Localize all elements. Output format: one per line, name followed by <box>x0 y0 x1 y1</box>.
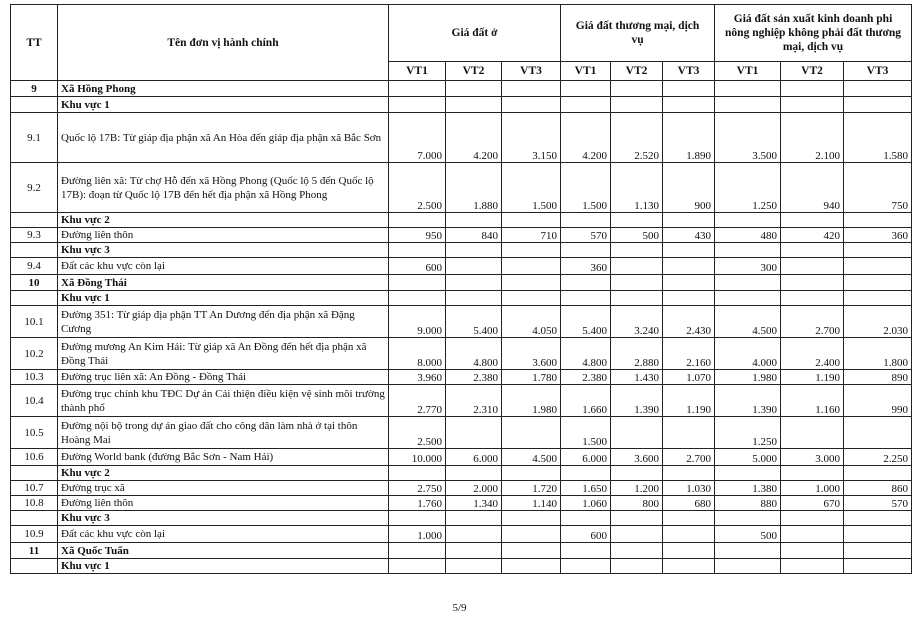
price-cell <box>502 213 561 228</box>
price-cell <box>389 243 446 258</box>
price-cell: 1.200 <box>611 481 663 496</box>
price-cell <box>389 511 446 526</box>
price-cell: 840 <box>446 228 502 243</box>
price-cell: 3.600 <box>502 338 561 370</box>
price-cell: 4.200 <box>561 113 611 163</box>
price-cell <box>663 559 715 574</box>
price-cell: 1.340 <box>446 496 502 511</box>
price-cell: 300 <box>715 258 781 275</box>
price-cell: 680 <box>663 496 715 511</box>
unit-name: Khu vực 2 <box>58 466 389 481</box>
price-cell: 1.390 <box>611 385 663 417</box>
table-row <box>11 228 912 243</box>
price-cell <box>389 81 446 97</box>
price-cell <box>715 81 781 97</box>
unit-name: Đường trục liên xã: An Đồng - Đồng Thái <box>58 370 389 385</box>
row-number: 11 <box>11 543 58 559</box>
price-cell: 990 <box>844 385 912 417</box>
row-number: 9.3 <box>11 228 58 243</box>
unit-name: Đất các khu vực còn lại <box>58 258 389 275</box>
row-number: 10.5 <box>11 417 58 449</box>
price-cell <box>611 526 663 543</box>
price-cell: 1.000 <box>389 526 446 543</box>
table-row <box>11 258 912 275</box>
header-position-5: VT2 <box>611 62 663 81</box>
price-cell: 4.500 <box>715 306 781 338</box>
price-cell <box>446 511 502 526</box>
price-cell: 3.500 <box>715 113 781 163</box>
price-cell: 6.000 <box>561 449 611 466</box>
unit-name: Xã Đồng Thái <box>58 275 389 291</box>
price-cell: 1.580 <box>844 113 912 163</box>
unit-name: Quốc lộ 17B: Từ giáp địa phận xã An Hòa đến giáp địa phận xã Bắc Sơn <box>58 113 389 163</box>
unit-name: Đường nội bộ trong dự án giao đất cho công dân làm nhà ở tại thôn Hoàng Mai <box>58 417 389 449</box>
header-tt: TT <box>11 5 58 81</box>
price-cell <box>844 417 912 449</box>
price-cell <box>502 466 561 481</box>
row-number: 10.4 <box>11 385 58 417</box>
price-cell <box>844 97 912 113</box>
price-cell: 420 <box>781 228 844 243</box>
price-cell <box>389 559 446 574</box>
price-cell: 1.720 <box>502 481 561 496</box>
price-cell: 2.000 <box>446 481 502 496</box>
price-cell <box>715 275 781 291</box>
page-number: 5/9 <box>452 602 467 614</box>
price-cell <box>502 511 561 526</box>
price-cell <box>663 417 715 449</box>
price-cell: 2.380 <box>446 370 502 385</box>
price-cell <box>561 559 611 574</box>
header-position-8: VT2 <box>781 62 844 81</box>
price-cell <box>781 275 844 291</box>
price-cell <box>446 243 502 258</box>
price-cell <box>502 291 561 306</box>
price-cell <box>611 559 663 574</box>
unit-name: Đường trục chính khu TĐC Dự án Cải thiện điều kiện vệ sinh môi trường thành phố <box>58 385 389 417</box>
section-row <box>11 243 912 258</box>
price-cell <box>663 243 715 258</box>
price-cell <box>844 526 912 543</box>
price-cell: 1.160 <box>781 385 844 417</box>
unit-name: Khu vực 1 <box>58 97 389 113</box>
price-cell: 2.310 <box>446 385 502 417</box>
price-cell <box>844 543 912 559</box>
price-cell <box>561 511 611 526</box>
header-position-2: VT2 <box>446 62 502 81</box>
row-number <box>11 511 58 526</box>
price-cell: 1.760 <box>389 496 446 511</box>
price-cell <box>446 275 502 291</box>
price-cell: 1.250 <box>715 163 781 213</box>
price-cell <box>561 243 611 258</box>
price-cell <box>781 243 844 258</box>
price-cell <box>611 511 663 526</box>
table-row <box>11 163 912 213</box>
price-cell: 2.100 <box>781 113 844 163</box>
price-cell <box>502 417 561 449</box>
row-number: 10.2 <box>11 338 58 370</box>
price-cell: 430 <box>663 228 715 243</box>
header-commercial-price: Giá đất thương mại, dịch vụ <box>561 5 715 62</box>
price-cell <box>844 243 912 258</box>
section-row <box>11 97 912 113</box>
price-cell <box>611 543 663 559</box>
price-cell <box>663 291 715 306</box>
price-cell <box>502 258 561 275</box>
price-cell: 2.880 <box>611 338 663 370</box>
price-cell: 5.400 <box>446 306 502 338</box>
price-cell: 890 <box>844 370 912 385</box>
price-cell <box>715 559 781 574</box>
price-cell <box>844 275 912 291</box>
price-cell <box>781 81 844 97</box>
price-cell: 2.160 <box>663 338 715 370</box>
section-row <box>11 275 912 291</box>
unit-name: Khu vực 2 <box>58 213 389 228</box>
price-cell <box>663 213 715 228</box>
price-cell: 1.800 <box>844 338 912 370</box>
price-cell <box>561 466 611 481</box>
row-number: 10 <box>11 275 58 291</box>
unit-name: Đường liên xã: Từ chợ Hỗ đến xã Hồng Phong (Quốc lộ 5 đến Quốc lộ 17B): đoạn từ Quốc lộ 17B đến hết địa phận xã Hồng Phong <box>58 163 389 213</box>
price-cell: 4.000 <box>715 338 781 370</box>
price-cell: 3.960 <box>389 370 446 385</box>
price-cell <box>844 258 912 275</box>
price-cell <box>715 511 781 526</box>
price-cell: 860 <box>844 481 912 496</box>
price-cell: 2.770 <box>389 385 446 417</box>
unit-name: Khu vực 3 <box>58 243 389 258</box>
price-cell: 1.980 <box>502 385 561 417</box>
section-row <box>11 291 912 306</box>
table-row <box>11 526 912 543</box>
price-cell: 900 <box>663 163 715 213</box>
row-number: 10.6 <box>11 449 58 466</box>
price-cell: 1.650 <box>561 481 611 496</box>
price-cell <box>561 291 611 306</box>
price-cell <box>715 466 781 481</box>
price-cell <box>389 275 446 291</box>
price-cell: 9.000 <box>389 306 446 338</box>
price-cell: 1.380 <box>715 481 781 496</box>
row-number: 10.3 <box>11 370 58 385</box>
price-cell: 1.190 <box>663 385 715 417</box>
price-cell <box>663 466 715 481</box>
price-cell <box>446 291 502 306</box>
section-row <box>11 511 912 526</box>
price-cell <box>781 213 844 228</box>
price-cell: 1.980 <box>715 370 781 385</box>
price-cell: 360 <box>844 228 912 243</box>
price-cell <box>611 258 663 275</box>
header-position-9: VT3 <box>844 62 912 81</box>
price-cell: 5.000 <box>715 449 781 466</box>
price-cell: 4.050 <box>502 306 561 338</box>
price-cell <box>446 81 502 97</box>
price-cell: 1.500 <box>561 163 611 213</box>
price-cell <box>611 466 663 481</box>
price-cell: 2.380 <box>561 370 611 385</box>
price-cell: 1.140 <box>502 496 561 511</box>
price-cell <box>389 543 446 559</box>
price-cell: 1.000 <box>781 481 844 496</box>
price-cell <box>663 258 715 275</box>
price-cell: 2.700 <box>663 449 715 466</box>
price-cell <box>663 543 715 559</box>
price-cell: 7.000 <box>389 113 446 163</box>
price-cell <box>844 291 912 306</box>
price-cell: 8.000 <box>389 338 446 370</box>
price-cell: 4.500 <box>502 449 561 466</box>
price-cell <box>715 543 781 559</box>
header-position-7: VT1 <box>715 62 781 81</box>
price-cell <box>715 291 781 306</box>
price-cell: 6.000 <box>446 449 502 466</box>
price-cell <box>446 543 502 559</box>
price-cell <box>663 511 715 526</box>
row-number <box>11 466 58 481</box>
price-cell: 5.400 <box>561 306 611 338</box>
price-cell: 2.430 <box>663 306 715 338</box>
price-cell: 750 <box>844 163 912 213</box>
row-number: 10.7 <box>11 481 58 496</box>
unit-name: Đường trục xã <box>58 481 389 496</box>
price-cell: 1.030 <box>663 481 715 496</box>
unit-name: Khu vực 3 <box>58 511 389 526</box>
price-cell <box>663 81 715 97</box>
price-cell: 10.000 <box>389 449 446 466</box>
price-cell: 500 <box>715 526 781 543</box>
price-cell <box>781 526 844 543</box>
land-price-table <box>10 4 912 574</box>
price-cell <box>844 213 912 228</box>
price-table-page <box>10 4 911 574</box>
price-cell: 600 <box>561 526 611 543</box>
price-cell: 1.880 <box>446 163 502 213</box>
price-cell <box>844 559 912 574</box>
row-number <box>11 291 58 306</box>
price-cell <box>844 81 912 97</box>
price-cell <box>715 97 781 113</box>
unit-name: Đường World bank (đường Bắc Sơn - Nam Hải) <box>58 449 389 466</box>
header-position-1: VT1 <box>389 62 446 81</box>
price-cell <box>561 543 611 559</box>
price-cell: 2.500 <box>389 417 446 449</box>
section-row <box>11 81 912 97</box>
price-cell <box>561 97 611 113</box>
unit-name: Xã Hồng Phong <box>58 81 389 97</box>
row-number <box>11 243 58 258</box>
price-cell <box>781 291 844 306</box>
unit-name: Đường mương An Kim Hải: Từ giáp xã An Đồng đến hết địa phận xã Đồng Thái <box>58 338 389 370</box>
unit-name: Khu vực 1 <box>58 559 389 574</box>
unit-name: Đường 351: Từ giáp địa phận TT An Dương đến địa phận xã Đặng Cương <box>58 306 389 338</box>
price-cell: 2.030 <box>844 306 912 338</box>
unit-name: Đường liên thôn <box>58 228 389 243</box>
price-cell <box>502 543 561 559</box>
header-nonagri-price: Giá đất sản xuất kinh doanh phi nông nghiệp không phải đất thương mại, dịch vụ <box>715 5 912 62</box>
price-cell <box>389 466 446 481</box>
price-cell: 570 <box>561 228 611 243</box>
price-cell: 710 <box>502 228 561 243</box>
table-row <box>11 385 912 417</box>
price-cell <box>502 526 561 543</box>
price-cell: 880 <box>715 496 781 511</box>
price-cell <box>781 466 844 481</box>
header-position-4: VT1 <box>561 62 611 81</box>
price-cell <box>611 417 663 449</box>
price-cell: 800 <box>611 496 663 511</box>
price-cell: 1.070 <box>663 370 715 385</box>
row-number: 9.4 <box>11 258 58 275</box>
price-cell: 600 <box>389 258 446 275</box>
table-row <box>11 306 912 338</box>
price-cell <box>446 526 502 543</box>
row-number: 10.1 <box>11 306 58 338</box>
price-cell: 4.800 <box>561 338 611 370</box>
header-position-6: VT3 <box>663 62 715 81</box>
price-cell: 950 <box>389 228 446 243</box>
row-number <box>11 97 58 113</box>
price-cell <box>663 97 715 113</box>
price-cell <box>446 417 502 449</box>
header-position-3: VT3 <box>502 62 561 81</box>
price-cell <box>446 559 502 574</box>
header-admin-unit: Tên đơn vị hành chính <box>58 5 389 81</box>
price-cell <box>781 511 844 526</box>
row-number: 10.8 <box>11 496 58 511</box>
price-cell <box>611 275 663 291</box>
price-cell: 670 <box>781 496 844 511</box>
unit-name: Khu vực 1 <box>58 291 389 306</box>
price-cell: 480 <box>715 228 781 243</box>
price-cell: 3.000 <box>781 449 844 466</box>
price-cell <box>781 417 844 449</box>
price-cell <box>611 213 663 228</box>
section-row <box>11 559 912 574</box>
table-row <box>11 370 912 385</box>
price-cell <box>502 81 561 97</box>
price-cell <box>502 243 561 258</box>
price-cell <box>561 81 611 97</box>
price-cell <box>446 213 502 228</box>
price-cell: 2.750 <box>389 481 446 496</box>
table-row <box>11 113 912 163</box>
price-cell: 1.890 <box>663 113 715 163</box>
price-cell <box>715 213 781 228</box>
row-number: 9 <box>11 81 58 97</box>
price-cell: 3.150 <box>502 113 561 163</box>
price-cell <box>781 258 844 275</box>
price-cell: 1.500 <box>561 417 611 449</box>
price-cell <box>781 543 844 559</box>
price-cell <box>844 511 912 526</box>
price-cell: 3.240 <box>611 306 663 338</box>
section-row <box>11 213 912 228</box>
table-row <box>11 449 912 466</box>
price-cell: 570 <box>844 496 912 511</box>
price-cell <box>446 258 502 275</box>
price-cell <box>446 466 502 481</box>
price-cell: 1.780 <box>502 370 561 385</box>
section-row <box>11 543 912 559</box>
price-cell: 2.400 <box>781 338 844 370</box>
price-cell <box>561 275 611 291</box>
row-number: 9.2 <box>11 163 58 213</box>
price-cell: 1.500 <box>502 163 561 213</box>
price-cell <box>611 291 663 306</box>
price-cell <box>446 97 502 113</box>
price-cell: 1.190 <box>781 370 844 385</box>
price-cell <box>663 526 715 543</box>
table-row <box>11 417 912 449</box>
section-row <box>11 466 912 481</box>
price-cell <box>502 97 561 113</box>
price-cell: 500 <box>611 228 663 243</box>
price-cell <box>561 213 611 228</box>
row-number <box>11 213 58 228</box>
price-cell <box>715 243 781 258</box>
table-row <box>11 496 912 511</box>
price-cell <box>389 97 446 113</box>
price-cell <box>389 291 446 306</box>
price-cell: 1.660 <box>561 385 611 417</box>
price-cell: 1.250 <box>715 417 781 449</box>
row-number: 10.9 <box>11 526 58 543</box>
price-cell: 2.520 <box>611 113 663 163</box>
price-cell: 3.600 <box>611 449 663 466</box>
table-row <box>11 481 912 496</box>
price-cell: 4.800 <box>446 338 502 370</box>
price-cell <box>611 97 663 113</box>
header-residential-price: Giá đất ở <box>389 5 561 62</box>
row-number <box>11 559 58 574</box>
price-cell <box>611 243 663 258</box>
price-cell: 1.430 <box>611 370 663 385</box>
price-cell <box>502 559 561 574</box>
price-cell: 1.060 <box>561 496 611 511</box>
price-cell: 2.250 <box>844 449 912 466</box>
row-number: 9.1 <box>11 113 58 163</box>
price-cell: 1.390 <box>715 385 781 417</box>
price-cell <box>663 275 715 291</box>
price-cell: 2.700 <box>781 306 844 338</box>
price-cell: 2.500 <box>389 163 446 213</box>
unit-name: Đường liên thôn <box>58 496 389 511</box>
price-cell <box>502 275 561 291</box>
price-cell: 4.200 <box>446 113 502 163</box>
price-cell: 360 <box>561 258 611 275</box>
price-cell: 940 <box>781 163 844 213</box>
price-cell <box>611 81 663 97</box>
price-cell <box>844 466 912 481</box>
price-cell <box>389 213 446 228</box>
price-cell <box>781 559 844 574</box>
unit-name: Xã Quốc Tuấn <box>58 543 389 559</box>
unit-name: Đất các khu vực còn lại <box>58 526 389 543</box>
price-cell: 1.130 <box>611 163 663 213</box>
price-cell <box>781 97 844 113</box>
table-row <box>11 338 912 370</box>
